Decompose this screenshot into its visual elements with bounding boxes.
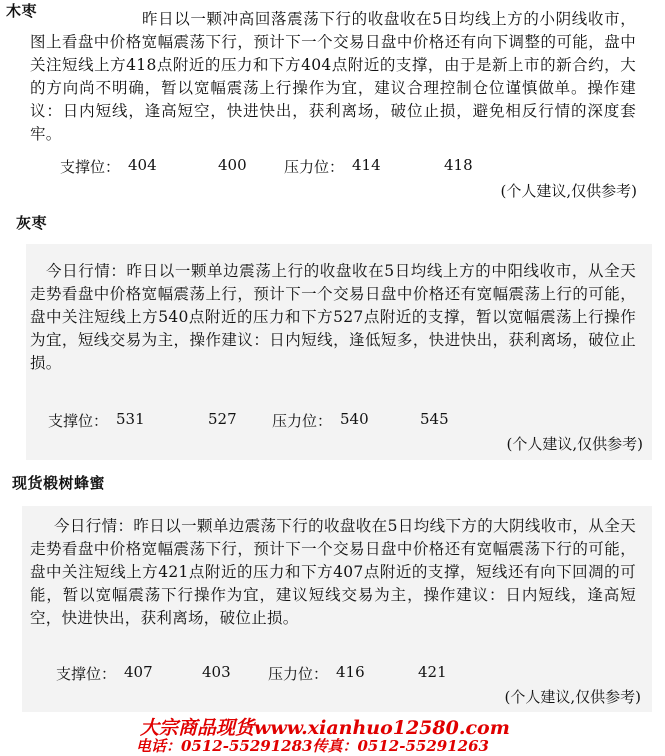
section-body-hui-zao: 今日行情：昨日以一颗单边震荡上行的收盘收在5日均线上方的中阳线收市，从全天走势看盘中价格宽幅震荡上行，预计下一个交易日盘中价格还有宽幅震荡上行的可能，盘中关注短线上方540点附近的压力和下方527点附近的支撑，暂以宽幅震荡上行操作为宜，短线交易为主，操作建议：日内短线，逢低短多，快进快出，获利离场，破位止损。 — [30, 262, 636, 372]
pressure-label: 压力位： — [268, 665, 329, 683]
section-title-hui-zao: 灰枣 — [16, 214, 48, 232]
support-label: 支撑位： — [48, 412, 109, 430]
support-value-1: 531 — [116, 410, 145, 428]
pressure-value-2: 418 — [444, 156, 473, 174]
section-title-mu-zao: 木枣 — [6, 2, 38, 20]
disclaimer-note: (个人建议,仅供参考) — [500, 182, 637, 200]
pressure-value-2: 545 — [420, 410, 449, 428]
support-value-2: 527 — [208, 410, 237, 428]
pressure-value-2: 421 — [418, 663, 447, 681]
section-title-honey: 现货椴树蜂蜜 — [12, 474, 106, 492]
support-label: 支撑位： — [56, 665, 117, 683]
price-levels-honey — [0, 663, 665, 683]
pressure-value-1: 540 — [340, 410, 369, 428]
support-value-1: 404 — [128, 156, 157, 174]
disclaimer-note: (个人建议,仅供参考) — [504, 688, 641, 706]
pressure-label: 压力位： — [272, 412, 333, 430]
support-label: 支撑位： — [60, 158, 121, 176]
support-value-2: 403 — [202, 663, 231, 681]
pressure-label: 压力位： — [284, 158, 345, 176]
section-body-honey: 今日行情：昨日以一颗单边震荡下行的收盘收在5日均线下方的大阴线收市，从全天走势看盘中价格宽幅震荡下行，预计下一个交易日盘中价格还有宽幅震荡下行的可能，盘中关注短线上方421点附近的压力和下方407点附近的支撑，短线还有向下回凋的可能，暂以宽幅震荡下行操作为宜，建议短线交易为主，操作建议：日内短线，逢高短空，快进快出，获利离场，破位止损。 — [30, 517, 636, 627]
pressure-value-1: 416 — [336, 663, 365, 681]
footer-website: 大宗商品现货www.xianhuo12580.com — [140, 717, 510, 739]
support-value-2: 400 — [218, 156, 247, 174]
footer-contact: 电话：0512-55291283传真：0512-55291263 — [136, 737, 489, 755]
section-body-mu-zao: 昨日以一颗冲高回落震荡下行的收盘收在5日均线上方的小阴线收市，图上看盘中价格宽幅震荡下行，预计下一个交易日盘中价格还有向下调整的可能，盘中关注短线上方418点附近的压力和下方404点附近的支撑，由于是新上市的新合约，大的方向尚不明确，暂以宽幅震荡上行操作为宜，建议合理控制仓位谨慎做单。操作建议：日内短线，逢高短空，快进快出，获利离场，破位止损，避免相反行情的深度套牢。 — [30, 10, 636, 143]
price-levels-hui-zao — [0, 410, 665, 430]
support-value-1: 407 — [124, 663, 153, 681]
disclaimer-note: (个人建议,仅供参考) — [506, 435, 643, 453]
price-levels-mu-zao — [0, 156, 665, 176]
pressure-value-1: 414 — [352, 156, 381, 174]
